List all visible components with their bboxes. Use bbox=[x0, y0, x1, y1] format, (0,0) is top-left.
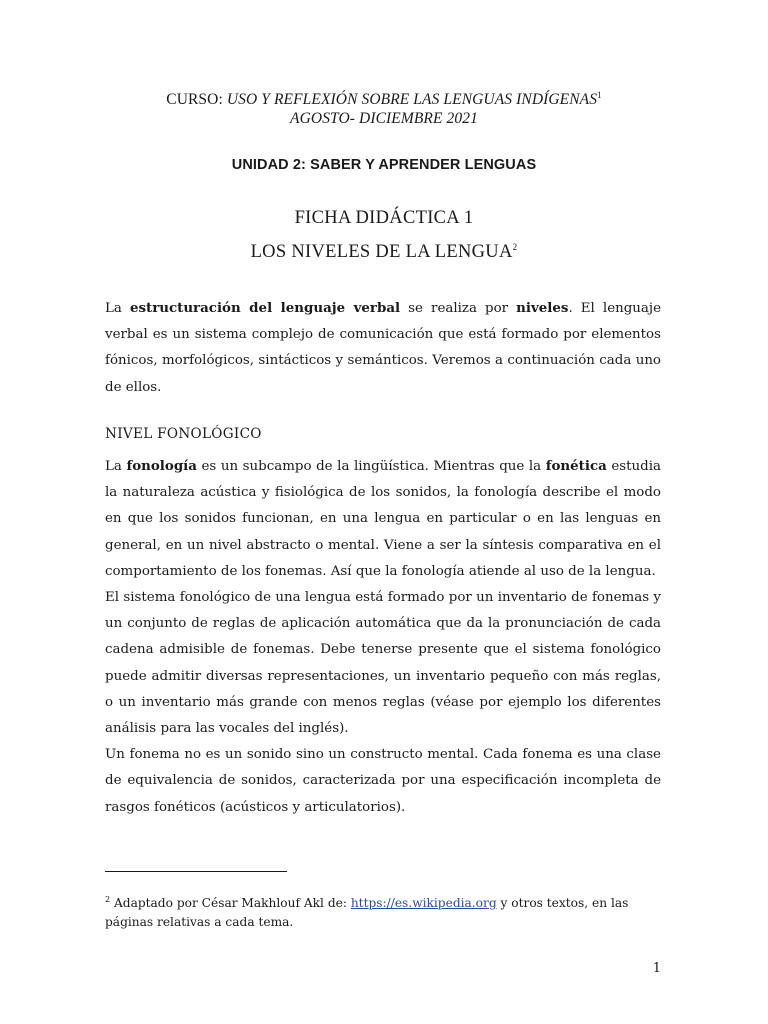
sistema-fonologico-paragraph: El sistema fonológico de una lengua está formado por un inventario de fonemas y un conjunto de reglas de aplicación automática que da la pronunciación de cada cadena admisible de fonemas. Debe tenerse presente que el sistema fonológico puede admitir diversas representaciones, un inventario pequeño con más reglas, o un inventario más grande con menos reglas (véase por ejemplo los diferentes análisis para las vocales del inglés). bbox=[105, 590, 661, 737]
section-heading: NIVEL FONOLÓGICO bbox=[105, 426, 262, 442]
fono-text-3: estudia la naturaleza acústica y fisiológica de los sonidos, la fonología describe el modo en que los sonidos funcionan, en una lengua en particular o en las lenguas en general, en un nivel abstracto o mental. Viene a ser la síntesis comparativa en el comportamiento de los fonemas. Así que la fonología atiende al uso de la lengua. bbox=[105, 459, 661, 579]
unit-title: UNIDAD 2: SABER Y APRENDER LENGUAS bbox=[231, 157, 537, 173]
footnote-divider bbox=[105, 871, 287, 872]
intro-text-1: La bbox=[105, 301, 130, 316]
fonologico-section-body bbox=[105, 453, 661, 821]
footnote-mark-2: 2 bbox=[512, 241, 518, 252]
ficha-title bbox=[0, 205, 768, 266]
footnote bbox=[105, 894, 661, 932]
course-header bbox=[0, 90, 768, 128]
footnote-text-2: y otros textos, en las páginas relativas a cada tema. bbox=[105, 896, 629, 929]
course-label: CURSO: bbox=[166, 91, 223, 108]
fono-text-2: es un subcampo de la lingüística. Mientras que la bbox=[196, 459, 546, 474]
course-title: USO Y REFLEXIÓN SOBRE LAS LENGUAS INDÍGENAS bbox=[226, 91, 598, 108]
footnote-number: 2 bbox=[105, 894, 111, 904]
footnote-text-1: Adaptado por César Makhlouf Akl de: bbox=[110, 896, 351, 910]
intro-text-2: se realiza por bbox=[400, 301, 517, 316]
intro-bold-1: estructuración del lenguaje verbal bbox=[129, 300, 401, 316]
fono-bold-1: fonología bbox=[126, 458, 197, 474]
fono-text-1: La bbox=[105, 459, 127, 474]
intro-text-3: . El lenguaje verbal es un sistema complejo de comunicación que está formado por elementos fónicos, morfológicos, sintácticos y semánticos. Veremos a continuación cada uno de ellos. bbox=[105, 301, 661, 395]
intro-paragraph bbox=[105, 295, 661, 401]
footnote-mark-1: 1 bbox=[597, 89, 602, 100]
footnote-link[interactable]: https://es.wikipedia.org bbox=[350, 896, 497, 910]
ficha-title-line2 bbox=[0, 239, 768, 266]
intro-bold-2: niveles bbox=[516, 300, 569, 316]
fono-bold-2: fonética bbox=[545, 458, 607, 474]
ficha-subtitle: LOS NIVELES DE LA LENGUA bbox=[250, 242, 513, 262]
fonologia-paragraph bbox=[105, 453, 661, 585]
fonema-paragraph: Un fonema no es un sonido sino un constructo mental. Cada fonema es una clase de equivalencia de sonidos, caracterizada por una especificación incompleta de rasgos fonéticos (acústicos y articulatorios). bbox=[105, 747, 661, 815]
course-period: AGOSTO- DICIEMBRE 2021 bbox=[290, 110, 478, 127]
ficha-title-line1: FICHA DIDÁCTICA 1 bbox=[294, 208, 474, 228]
course-line bbox=[0, 90, 768, 109]
page-number: 1 bbox=[652, 961, 661, 976]
